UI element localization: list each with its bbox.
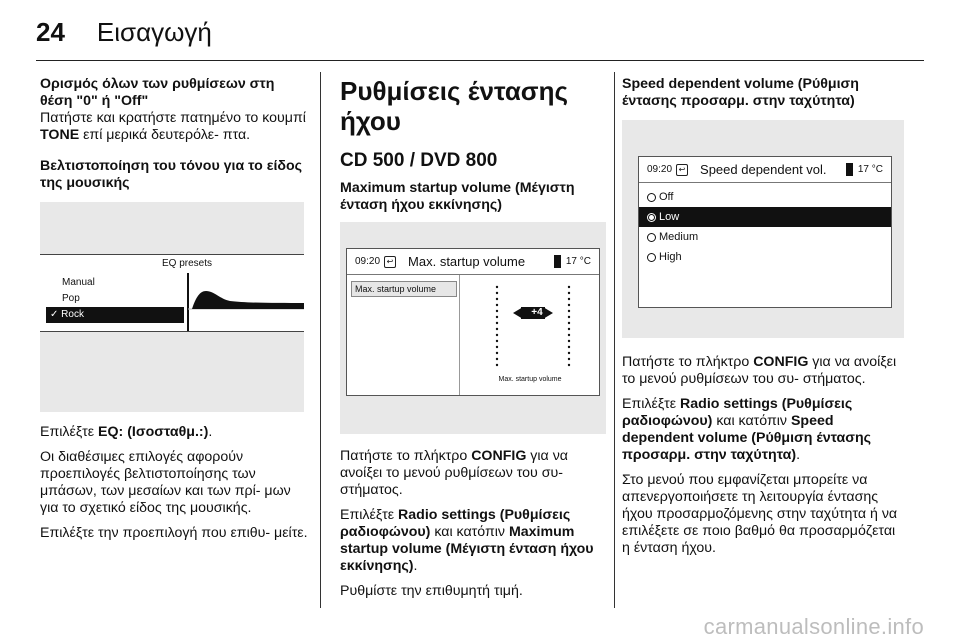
eq-item-rock[interactable]: ✓ Rock: [46, 307, 184, 323]
option-low[interactable]: Low: [639, 207, 891, 227]
eq-screen: [40, 254, 304, 332]
column-divider-1: [320, 72, 321, 608]
speed-volume-screenshot: [622, 120, 904, 338]
press-config-text: Πατήστε το πλήκτρο CONFIG για να ανοίξει το μενού ρυθμίσεων του συ- στήματος.: [340, 448, 568, 498]
graph-caption: Max. startup volume: [498, 376, 562, 383]
max-startup-heading: Maximum startup volume (Μέγιστη ένταση ήχου εκκίνησης): [340, 180, 575, 213]
screen-title: Max. startup volume: [408, 254, 526, 269]
volume-value: +4: [531, 307, 543, 318]
status-bar: [347, 249, 599, 275]
divider: [459, 275, 460, 396]
model-heading: CD 500 / DVD 800: [340, 150, 498, 171]
select-radio-text: Επιλέξτε Radio settings (Ρυθμίσεις ραδιοφώνου) και κατόπιν Speed dependent volume (Ρύθμιση έντασης προσαρμ. στην ταχύτητα).: [622, 396, 872, 463]
choose-text: Επιλέξτε την προεπιλογή που επιθυ- μείτε.: [40, 525, 308, 541]
press-config-text: Πατήστε το πλήκτρο CONFIG για να ανοίξει το μενού ρυθμίσεων του συ- στήματος.: [622, 354, 897, 387]
screen-title: Speed dependent vol.: [700, 162, 827, 177]
page-title: Εισαγωγή: [96, 16, 212, 47]
temperature: 17 °C: [554, 253, 591, 270]
menu-item-max-startup[interactable]: Max. startup volume: [351, 281, 457, 297]
back-icon[interactable]: ↩: [384, 256, 396, 268]
page-header: [36, 10, 212, 54]
option-high[interactable]: High: [639, 247, 891, 267]
radio-icon: [647, 233, 656, 242]
radio-icon: [647, 253, 656, 262]
optimize-heading: Βελτιστοποίηση του τόνου για το είδος της μουσικής: [40, 158, 303, 191]
status-bar: [639, 157, 891, 183]
options-text: Οι διαθέσιμες επιλογές αφορούν προεπιλογές βελτιστοποίησης των μπάσων, των μεσαίων και των πρί- μων για το σχετικό είδος της μουσικής.: [40, 449, 291, 516]
adjust-text: Ρυθμίστε την επιθυμητή τιμή.: [340, 583, 523, 599]
column-1: [40, 76, 310, 550]
eq-presets-screenshot: [40, 202, 304, 412]
speed-heading: Speed dependent volume (Ρύθμιση έντασης προσαρμ. στην ταχύτητα): [622, 76, 859, 109]
back-icon[interactable]: ↩: [676, 164, 688, 176]
eq-title: EQ presets: [161, 258, 213, 269]
select-eq-text: Επιλέξτε EQ: (Ισοσταθμ.:).: [40, 424, 213, 440]
watermark: carmanualsonline.info: [703, 614, 924, 639]
eq-curve-graph: [186, 273, 304, 332]
eq-item-manual[interactable]: Manual: [62, 277, 95, 288]
menu-text: Στο μενού που εμφανίζεται μπορείτε να απενεργοποιήσετε τη λειτουργία έντασης ήχου προσαρμοζόμενης στην ταχύτητα ή να επιλέξετε σε ποιο βαθμό θα προσαρμόζεται η ένταση ήχου.: [622, 472, 898, 556]
max-startup-screenshot: [340, 222, 606, 434]
radio-selected-icon: [647, 213, 656, 222]
thermometer-icon: [846, 163, 853, 176]
column-2: [340, 76, 608, 608]
volume-settings-heading: Ρυθμίσεις έντασης ήχου: [340, 76, 568, 136]
clock: 09:20: [647, 164, 673, 175]
temperature: 17 °C: [846, 161, 883, 178]
eq-list: [46, 275, 184, 323]
column-3: [622, 76, 904, 565]
option-off[interactable]: Off: [639, 187, 891, 207]
reset-text: Πατήστε και κρατήστε πατημένο το κουμπί TONE επί μερικά δευτερόλε- πτα.: [40, 110, 306, 143]
speed-volume-screen: [638, 156, 892, 308]
header-rule: [36, 60, 924, 61]
select-radio-text: Επιλέξτε Radio settings (Ρυθμίσεις ραδιοφώνου) και κατόπιν Maximum startup volume (Μέγιστη ένταση ήχου εκκίνησης).: [340, 507, 594, 574]
page-number: 24: [36, 16, 65, 47]
column-divider-2: [614, 72, 615, 608]
radio-icon: [647, 193, 656, 202]
option-medium[interactable]: Medium: [639, 227, 891, 247]
check-icon: ✓: [50, 309, 59, 320]
speed-options-list: [639, 183, 891, 267]
eq-item-pop[interactable]: Pop: [62, 293, 80, 304]
clock: 09:20: [355, 256, 381, 267]
reset-heading: Ορισμός όλων των ρυθμίσεων στη θέση "0" ή "Off": [40, 76, 275, 109]
thermometer-icon: [554, 255, 561, 268]
max-startup-screen: [346, 248, 600, 396]
